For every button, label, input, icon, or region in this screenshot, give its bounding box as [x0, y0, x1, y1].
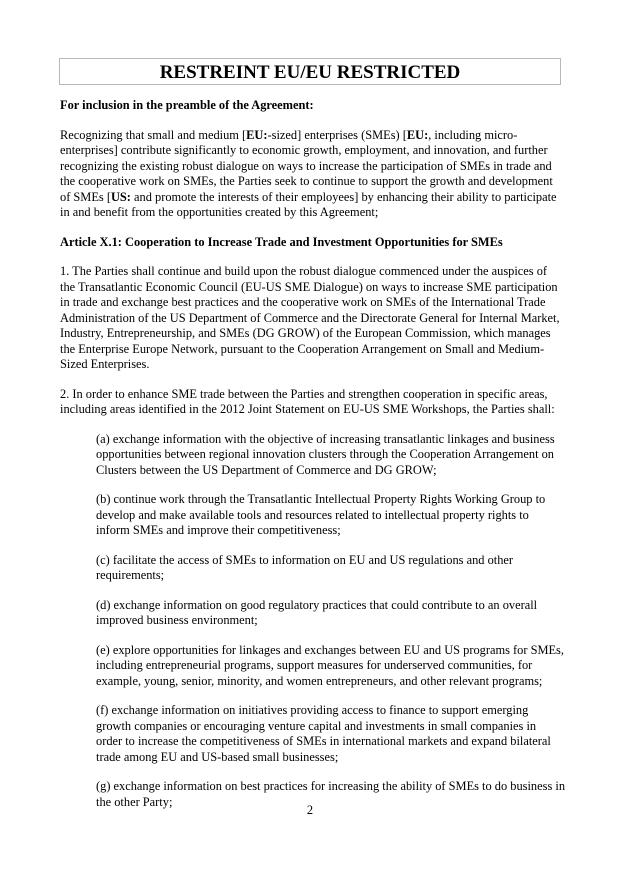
preamble-eu-marker-1: EU: — [246, 127, 268, 142]
preamble-heading: For inclusion in the preamble of the Agreement: — [60, 98, 314, 112]
preamble-paragraph — [60, 128, 565, 221]
preamble-text-b: -sized] enterprises (SMEs) [ — [267, 127, 407, 142]
list-item-b: (b) continue work through the Transatlantic Intellectual Property Rights Working Group to develop and make available tools and resources related to intellectual property rights to inform SMEs and improve their competitiveness; — [96, 492, 546, 537]
list-item-d: (d) exchange information on good regulatory practices that could contribute to an overall improved business environment; — [96, 597, 538, 627]
classification-header — [59, 58, 561, 85]
list-item-a: (a) exchange information with the objective of increasing transatlantic linkages and business opportunities between regional innovation clusters through the Cooperation Arrangement on Clusters between the US Department of Commerce and DG GROW; — [96, 431, 555, 477]
article-heading: Article X.1: Cooperation to Increase Trade and Investment Opportunities for SMEs — [60, 234, 503, 249]
article-paragraph-2: 2. In order to enhance SME trade between the Parties and strengthen cooperation in specific areas, including areas identified in the 2012 Joint Statement on EU-US SME Workshops, the Parties shall: — [60, 386, 555, 416]
page-number: 2 — [306, 803, 314, 817]
list-item-f: (f) exchange information on initiatives providing access to finance to support emerging growth companies or encouraging venture capital and investments in small companies in order to increase the competitiveness of SMEs in international markets and expand bilateral trade among EU and US-based small businesses; — [96, 703, 551, 764]
document-body — [60, 98, 565, 810]
classification-title: RESTREINT EU/EU RESTRICTED — [159, 62, 461, 83]
article-paragraph-1: 1. The Parties shall continue and build upon the robust dialogue commenced under the auspices of the Transatlantic Economic Council (EU-US SME Dialogue) on ways to increase SME participation in trade and exchange best practices and the cooperative work on SMEs of the International Trade Administration of the US Department of Commerce and the Directorate General for Internal Market, Industry, Entrepreneurship, and SMEs (DG GROW) of the European Commission, which manages the Enterprise Europe Network, pursuant to the Cooperation Arrangement on Small and Medium-Sized Enterprises. — [60, 264, 560, 371]
preamble-text-a: Recognizing that small and medium [ — [60, 127, 247, 142]
preamble-text-d: and promote the interests of their employees] by enhancing their ability to participate in and benefit from the opportunities created by this Agreement; — [60, 189, 557, 219]
preamble-us-marker: US: — [110, 189, 131, 204]
preamble-text-c: , including micro-enterprises] contribute significantly to economic growth, employment, and innovation, and further recognizing the existing robust dialogue on ways to increase the participation of SMEs in trade and the cooperative work on SMEs, the Parties seek to continue to support the growth and development of SMEs [ — [60, 127, 553, 204]
preamble-eu-marker-2: EU: — [406, 127, 429, 142]
list-item-g: (g) exchange information on best practices for increasing the ability of SMEs to do business in the other Party; — [96, 779, 566, 809]
list-item-e: (e) explore opportunities for linkages and exchanges between EU and US programs for SMEs, including entrepreneurial programs, support measures for underserved communities, for example, young, senior, minority, and women entrepreneurs, and other relevant programs; — [96, 642, 564, 688]
list-item-c: (c) facilitate the access of SMEs to information on EU and US regulations and other requirements; — [96, 552, 514, 582]
